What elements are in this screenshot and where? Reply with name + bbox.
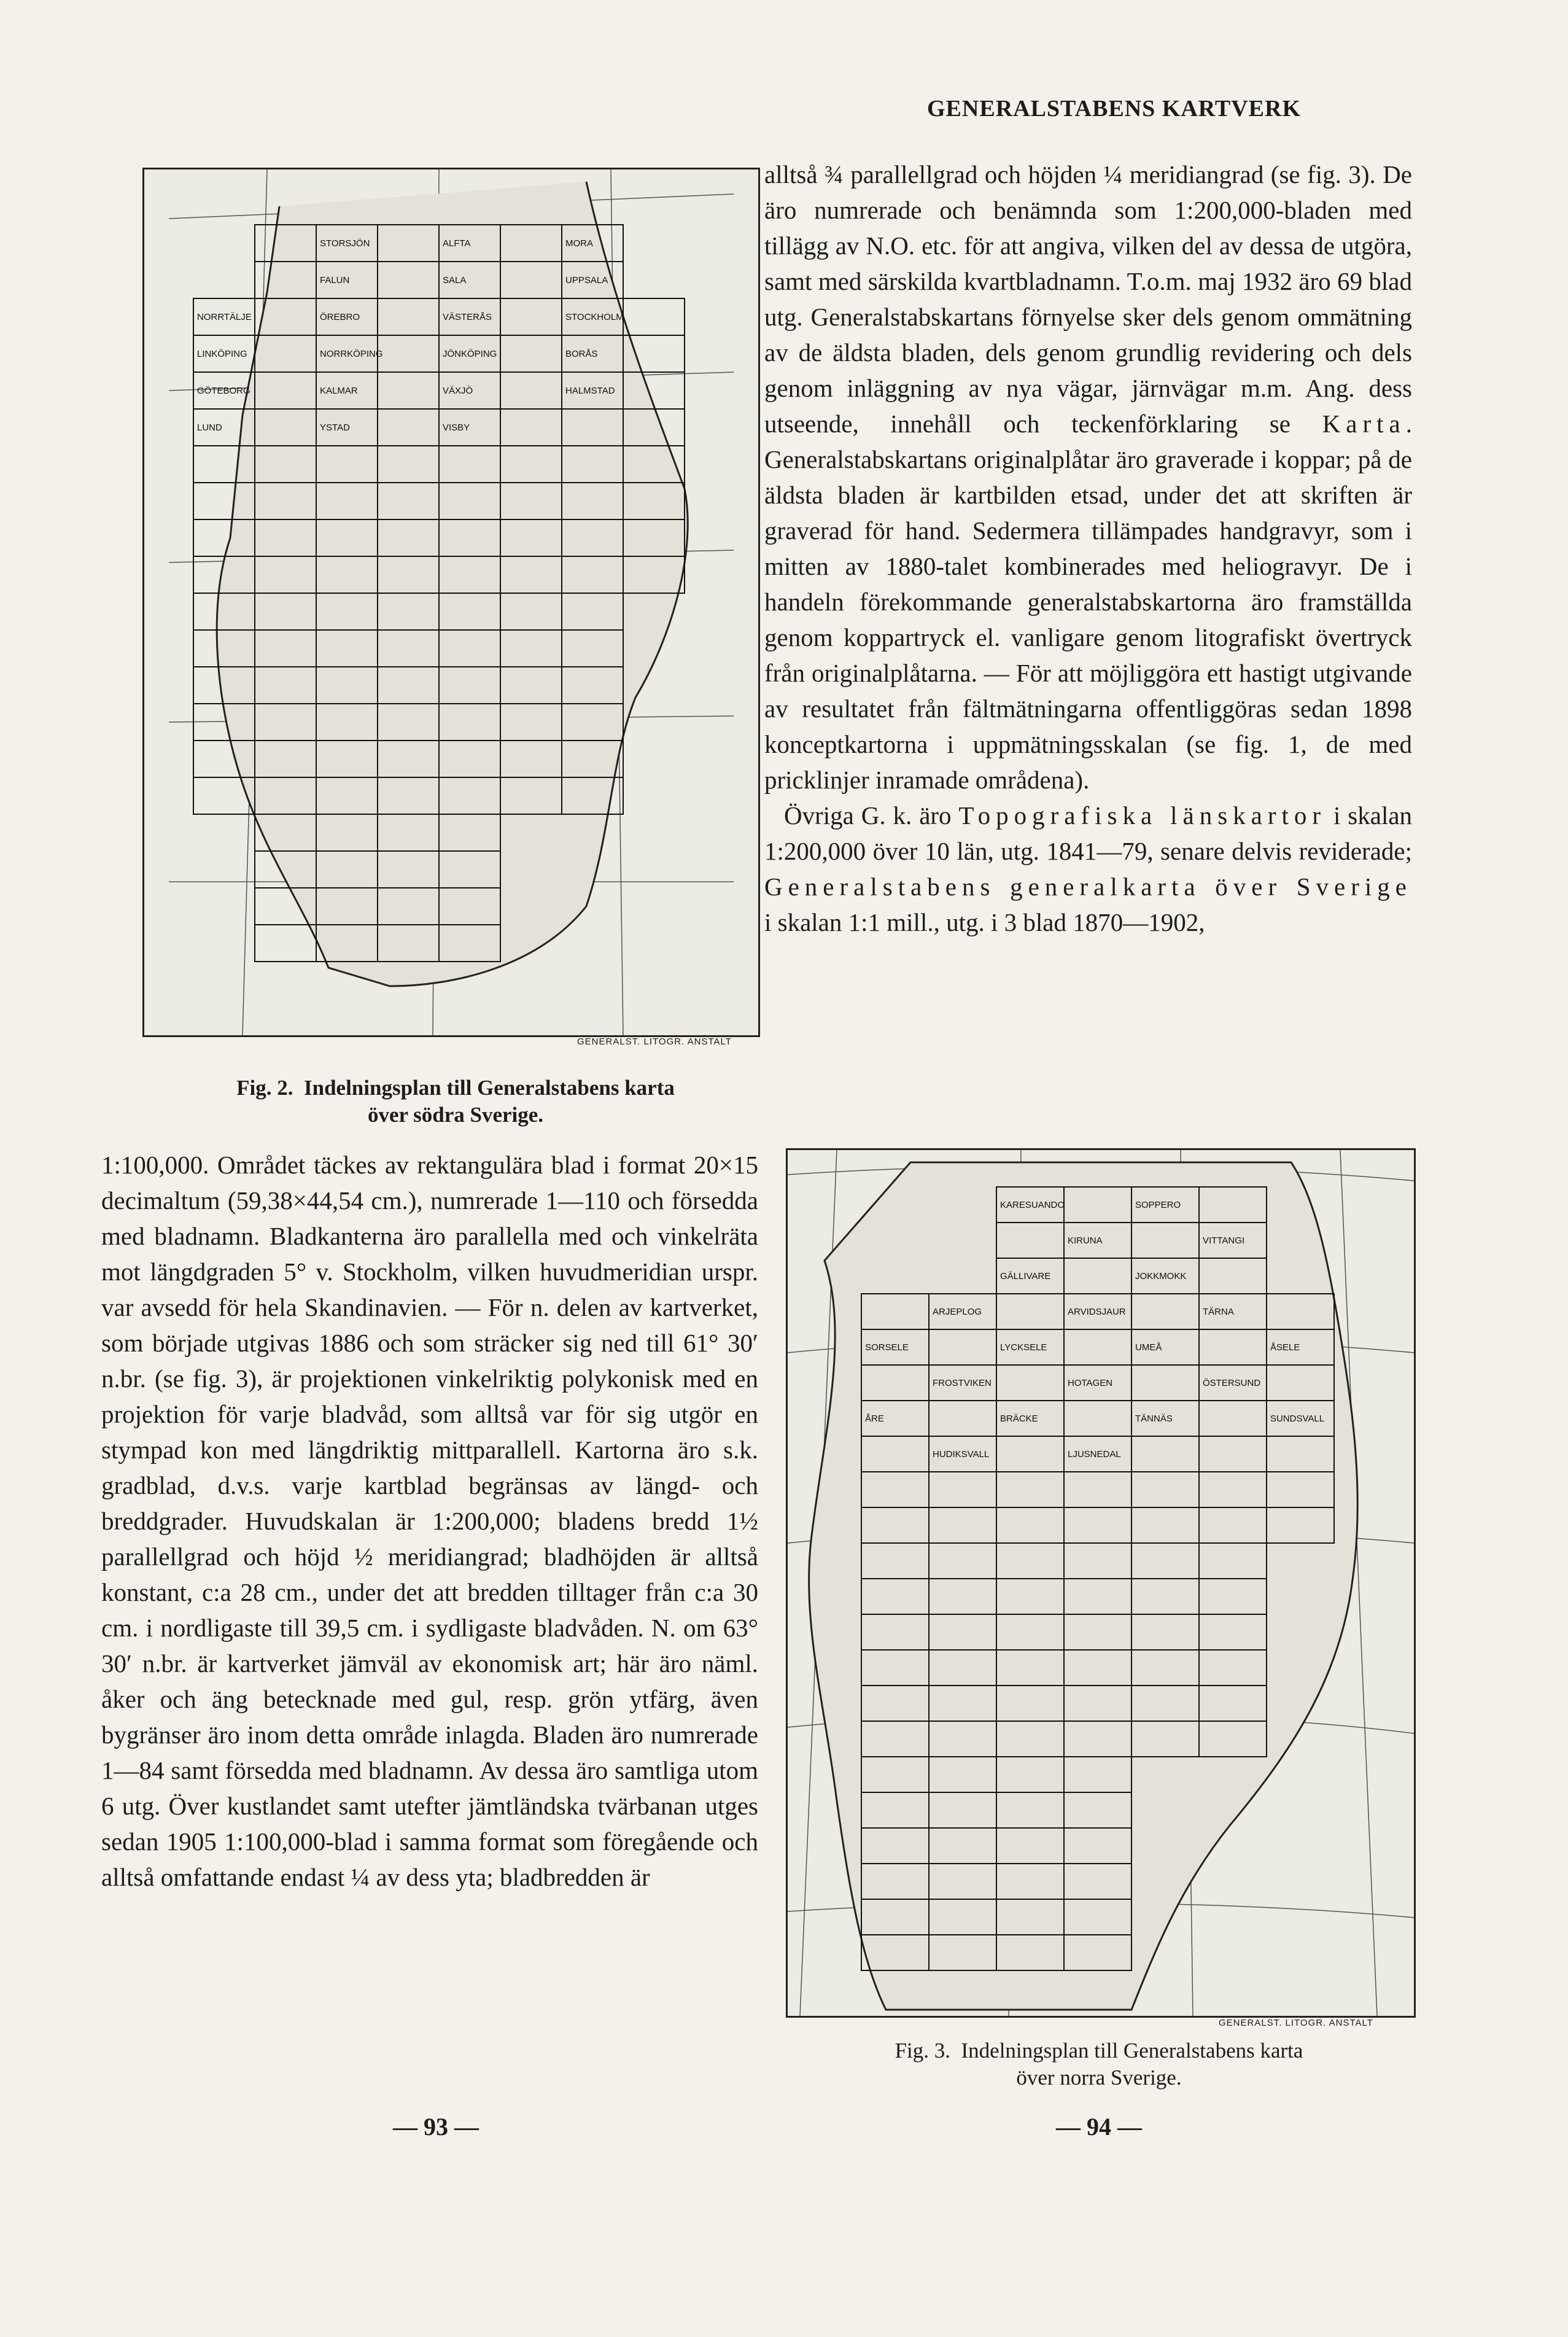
map-sheet-name: YSTAD	[320, 422, 350, 433]
map-sheet-cell	[255, 925, 316, 962]
map-sheet-name: GÖTEBORG	[197, 386, 250, 396]
map-sheet-name: ARVIDSJAUR	[1068, 1307, 1126, 1317]
map-sheet-name: HOTAGEN	[1068, 1378, 1113, 1388]
map-sheet-name: VÄSTERÅS	[443, 312, 492, 322]
map-sheet-name: VÄXJÖ	[443, 386, 473, 396]
map-sheet-name: STORSJÖN	[320, 238, 370, 249]
figure-2-caption	[161, 1075, 750, 1129]
map-sheet-name: NORRKÖPING	[320, 349, 383, 359]
map-sheet-name: TÄNNÄS	[1135, 1413, 1173, 1424]
figure-3-caption-line1: Indelningsplan till Generalstabens karta	[961, 2039, 1303, 2063]
figure-3-map	[786, 1148, 1416, 2018]
map-sheet-name: SORSELE	[865, 1342, 909, 1353]
map-sheet-name: SOPPERO	[1135, 1200, 1181, 1210]
figure-3-credit: GENERALST. LITOGR. ANSTALT	[1219, 2018, 1373, 2028]
map-sheet-name: NORRTÄLJE	[197, 312, 252, 322]
figure-3-caption-line2: över norra Sverige.	[1016, 2066, 1182, 2090]
cross-reference-karta: Karta	[1322, 410, 1406, 438]
right-column-text-other: Övriga G. k. äro	[784, 801, 952, 830]
right-column-paragraph-1	[764, 157, 1412, 798]
right-column-text-continued: . Generalstabskartans originalplåtar äro graverade i koppar; på de äldsta bladen är kartbilden etsad, under det att skriften är graverad för hand. Sedermera tillämpades handgravyr, som i mitten av 1880-talet kombinerades med heliogravyr. De i handeln förekommande generalstabskartorna äro framställda genom koppartryck el. vanligare genom litografiskt övertryck från originalplåtarna. — För att möjliggöra ett hastigt utgivande av resultatet från fältmätningarna offentliggöras sedan 1898 konceptkartorna i uppmätningsskalan (se fig. 1, de med pricklinjer inramade områdena).	[764, 410, 1412, 794]
map-sheet-name: FROSTVIKEN	[933, 1378, 992, 1388]
map-sheet-name: SUNDSVALL	[1270, 1413, 1325, 1424]
map-sheet-name: ÖSTERSUND	[1203, 1378, 1261, 1388]
map-sheet-name: HUDIKSVALL	[933, 1449, 990, 1460]
left-column	[101, 1147, 758, 1895]
figure-2-map	[142, 168, 760, 1037]
map-sheet-name: MORA	[565, 238, 593, 249]
map-sheet-name: VISBY	[443, 422, 470, 433]
map-sheet-name: LJUSNEDAL	[1068, 1449, 1121, 1460]
map-sheet-name: LUND	[197, 422, 222, 433]
map-sheet-name: STOCKHOLM	[565, 312, 624, 322]
right-column-text: alltså ¾ parallellgrad och höjden ¼ meridiangrad (se fig. 3). De äro numrerade och benämnda som 1:200,000-bladen med tillägg av N.O. etc. för att angiva, vilken del av dessa de utgöra, samt med särskilda kvartbladnamn. T.o.m. maj 1932 äro 69 blad utg. Generalstabskartans förnyelse sker dels genom ommätning av de äldsta bladen, dels genom grundlig revidering och dels genom inläggning av nya vägar, järnvägar m.m. Ang. dess utseende, innehåll och teckenförklaring se	[764, 160, 1412, 438]
figure-2-credit: GENERALST. LITOGR. ANSTALT	[577, 1036, 732, 1047]
map-sheet-name: LINKÖPING	[197, 349, 247, 359]
map-sheet-name: HALMSTAD	[565, 386, 615, 396]
page-number-left: — 93 —	[393, 2113, 479, 2141]
map-sheet-name: ÅRE	[865, 1413, 884, 1424]
map-sheet-name: ARJEPLOG	[933, 1307, 982, 1317]
running-header: GENERALSTABENS KARTVERK	[927, 96, 1302, 122]
map-sheet-name: UMEÅ	[1135, 1342, 1162, 1353]
map-sheet-name: BRÄCKE	[1000, 1413, 1038, 1424]
right-column-text-mid: i skalan 1:200,000 över 10 län, utg. 1841—79, senare delvis reviderade;	[764, 801, 1413, 865]
map-sheet-name: FALUN	[320, 275, 350, 286]
figure-3-label: Fig. 3.	[895, 2039, 951, 2063]
map-sheet-name: KALMAR	[320, 386, 358, 396]
figure-2-map-drawing	[144, 169, 758, 1035]
map-sheet-name: UPPSALA	[565, 275, 608, 286]
map-sheet-name: TÄRNA	[1203, 1307, 1234, 1317]
map-sheet-name: VITTANGI	[1203, 1235, 1245, 1246]
map-sheet-cell	[623, 298, 685, 335]
map-sheet-name: KARESUANDO	[1000, 1200, 1065, 1210]
term-topografiska-lanskartor: Topografiska länskartor	[958, 801, 1327, 830]
figure-3-map-drawing	[788, 1150, 1414, 2016]
map-sheet-name: SALA	[443, 275, 467, 286]
right-column	[764, 157, 1412, 940]
map-sheet-name: ÖREBRO	[320, 312, 360, 322]
map-sheet-name: JOKKMOKK	[1135, 1271, 1187, 1281]
right-column-text-end: i skalan 1:1 mill., utg. i 3 blad 1870—1902,	[764, 908, 1205, 936]
left-column-paragraph: 1:100,000. Området täckes av rektangulära blad i format 20×15 decimaltum (59,38×44,54 cm.), numrerade 1—110 och försedda med bladnamn. Bladkanterna äro parallella med och vinkelräta mot längdgraden 5° v. Stockholm, vilken huvudmeridian urspr. var avsedd för hela Skandinavien. — För n. delen av kartverket, som började utgivas 1886 och som sträcker sig ned till 61° 30′ n.br. (se fig. 3), är projektionen vinkelriktig polykonisk med en projektion för varje bladvåd, som alltså var för sig utgör en stympad kon med längdriktig mittparallell. Kartorna äro s.k. gradblad, d.v.s. varje kartblad begränsas av längd- och breddgrader. Huvudskalan är 1:200,000; bladens bredd 1½ parallellgrad och höjd ½ meridiangrad; bladhöjden är alltså konstant, c:a 28 cm., under det att bredden tilltager från c:a 30 cm. i nordligaste till 39,5 cm. i sydligaste bladvåden. N. om 63° 30′ n.br. är kartverket jämväl av ekonomisk art; här äro näml. åker och äng betecknade med gul, resp. grön ytfärg, även bygränser äro inom detta område inlagda. Bladen äro numrerade 1—84 samt försedda med bladnamn. Av dessa äro samtliga utom 6 utg. Över kustlandet samt utefter jämtländska tvärbanan utges sedan 1905 1:100,000-blad i samma format som föregående och alltså omfattande endast ¼ av dess yta; bladbredden är	[101, 1151, 758, 1891]
map-sheet-name: KIRUNA	[1068, 1235, 1103, 1246]
figure-2-caption-line2: över södra Sverige.	[367, 1103, 544, 1127]
map-sheet-name: GÄLLIVARE	[1000, 1271, 1051, 1281]
map-sheet-name: ALFTA	[443, 238, 471, 249]
map-sheet-name: JÖNKÖPING	[443, 349, 497, 359]
map-sheet-name: ÅSELE	[1270, 1342, 1300, 1353]
figure-2-caption-line1: Indelningsplan till Generalstabens karta	[304, 1076, 675, 1100]
map-sheet-name: LYCKSELE	[1000, 1342, 1047, 1353]
map-sheet-name: BORÅS	[565, 349, 598, 359]
right-column-paragraph-2	[764, 798, 1412, 940]
figure-2-label: Fig. 2.	[236, 1076, 293, 1100]
figure-3-caption	[786, 2037, 1412, 2091]
page-number-right: — 94 —	[1056, 2113, 1142, 2141]
term-generalkarta: Generalstabens generalkarta över Sverige	[764, 873, 1412, 901]
